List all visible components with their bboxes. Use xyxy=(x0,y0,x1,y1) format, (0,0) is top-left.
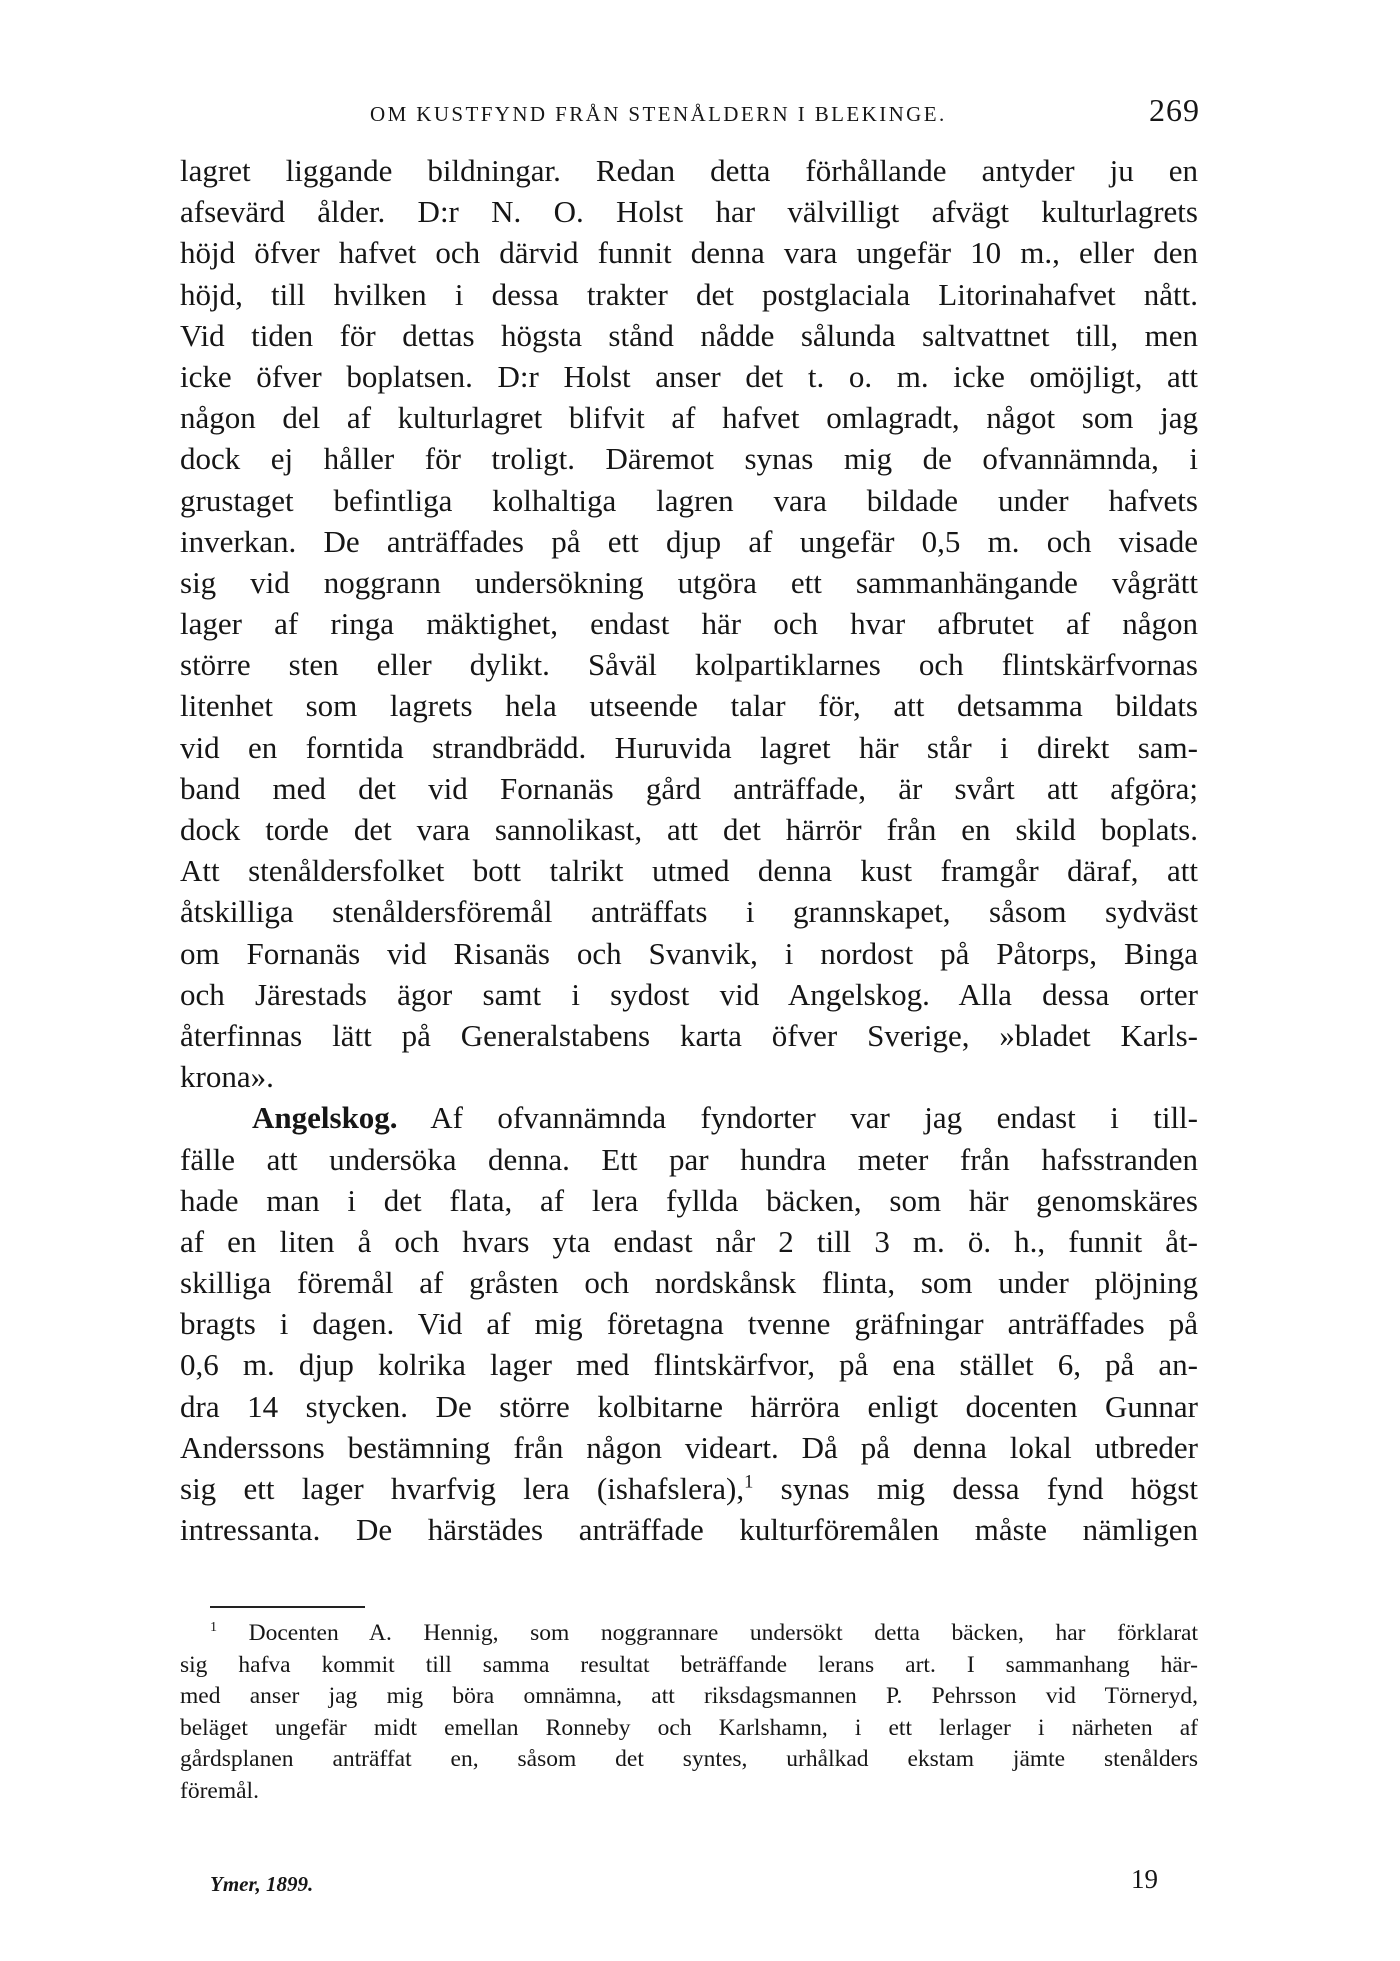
footnote-marker: 1 xyxy=(210,1619,218,1636)
footnote-line: beläget ungefär midt emellan Ronneby och Karlshamn, i ett lerlager i närheten af xyxy=(180,1714,1198,1741)
body-line: skilliga föremål af gråsten och nordskånsk flinta, som under plöjning xyxy=(180,1265,1198,1301)
signature-mark: 19 xyxy=(1131,1864,1158,1894)
body-line: afsevärd ålder. D:r N. O. Holst har välvilligt afvägt kulturlagrets xyxy=(180,194,1198,230)
body-line: inverkan. De anträffades på ett djup af ungefär 0,5 m. och visade xyxy=(180,523,1198,559)
body-line: någon del af kulturlagret blifvit af hafvet omlagradt, något som jag xyxy=(180,400,1198,436)
body-line: band med det vid Fornanäs gård anträffade, är svårt att afgöra; xyxy=(180,770,1198,806)
body-line: större sten eller dylikt. Såväl kolpartiklarnes och flintskärfvornas xyxy=(180,647,1198,683)
body-line: vid en forntida strandbrädd. Huruvida lagret här står i direkt sam- xyxy=(180,729,1198,765)
body-line: 0,6 m. djup kolrika lager med flintskärfvor, på ena stället 6, på an- xyxy=(180,1347,1198,1383)
body-line: bragts i dagen. Vid af mig företagna tvenne gräfningar anträffades på xyxy=(180,1306,1198,1342)
body-line: hade man i det flata, af lera fyllda bäcken, som här genomskäres xyxy=(180,1182,1198,1218)
body-line: höjd öfver hafvet och därvid funnit denna vara ungefär 10 m., eller den xyxy=(180,235,1198,271)
body-line-head: sig ett lager hvarfvig lera (ishafslera), xyxy=(180,1471,745,1506)
footnotes xyxy=(180,1618,1198,1807)
journal-imprint: Ymer, 1899. xyxy=(210,1872,314,1896)
body-line: fälle att undersöka denna. Ett par hundra meter från hafsstranden xyxy=(180,1141,1198,1177)
page-footer xyxy=(210,1864,1198,1904)
body-line: litenhet som lagrets hela utseende talar för, att detsamma bildats xyxy=(180,688,1198,724)
page-number: 269 xyxy=(1149,92,1200,128)
section-heading-continuation: Af ofvannämnda fyndorter var jag endast i till- xyxy=(430,1100,1198,1136)
body-line: lagret liggande bildningar. Redan detta förhållande antyder ju en xyxy=(180,153,1198,188)
body-line: af en liten å och hvars yta endast når 2 till 3 m. ö. h., funnit åt- xyxy=(180,1223,1198,1259)
section-heading-line xyxy=(180,1097,1198,1138)
footnote-text: Docenten A. Hennig, som noggrannare undersökt detta bäcken, har förklarat xyxy=(248,1620,1199,1646)
body-text xyxy=(180,150,1198,1550)
running-head xyxy=(180,92,1200,132)
body-line: Att stenåldersfolket bott talrikt utmed denna kust framgår däraf, att xyxy=(180,853,1198,889)
footnote-reference[interactable]: 1 xyxy=(744,1471,754,1493)
footnote-line: sig hafva kommit till samma resultat beträffande lerans art. I sammanhang här- xyxy=(180,1651,1198,1678)
footnote-divider xyxy=(210,1606,365,1608)
body-line: dock ej håller för troligt. Däremot synas mig de ofvannämnda, i xyxy=(180,441,1198,477)
body-line-with-footnote-ref xyxy=(180,1468,1198,1509)
body-line-tail: synas mig dessa fynd högst xyxy=(753,1471,1199,1506)
body-line: om Fornanäs vid Risanäs och Svanvik, i nordost på Påtorps, Binga xyxy=(180,935,1198,971)
footnote-line xyxy=(180,1618,1198,1650)
footnote-line: föremål. xyxy=(180,1777,259,1804)
footnote-line: med anser jag mig böra omnämna, att riksdagsmannen P. Pehrsson vid Törneryd, xyxy=(180,1683,1198,1709)
body-line: dra 14 stycken. De större kolbitarne härröra enligt docenten Gunnar xyxy=(180,1388,1198,1424)
body-line: krona». xyxy=(180,1059,274,1095)
body-line: höjd, till hvilken i dessa trakter det postglaciala Litorinahafvet nått. xyxy=(180,276,1198,312)
body-line: sig vid noggrann undersökning utgöra ett sammanhängande vågrätt xyxy=(180,564,1198,600)
section-heading: Angelskog. xyxy=(252,1100,398,1136)
body-line: dock torde det vara sannolikast, att det härrör från en skild boplats. xyxy=(180,812,1198,847)
footnote-line: gårdsplanen anträffat en, såsom det syntes, urhålkad ekstam jämte stenålders xyxy=(180,1746,1198,1772)
body-line: grustaget befintliga kolhaltiga lagren vara bildade under hafvets xyxy=(180,482,1198,518)
running-title: OM KUSTFYND FRÅN STENÅLDERN I BLEKINGE. xyxy=(370,102,947,126)
body-line: och Järestads ägor samt i sydost vid Angelskog. Alla dessa orter xyxy=(180,976,1198,1012)
body-line: återfinnas lätt på Generalstabens karta öfver Sverige, »bladet Karls- xyxy=(180,1017,1198,1053)
body-line: Anderssons bestämning från någon videart. Då på denna lokal utbreder xyxy=(180,1429,1198,1465)
body-line: lager af ringa mäktighet, endast här och hvar afbrutet af någon xyxy=(180,606,1198,642)
body-line: Vid tiden för dettas högsta stånd nådde sålunda saltvattnet till, men xyxy=(180,317,1198,353)
body-line: intressanta. De härstädes anträffade kulturföremålen måste nämligen xyxy=(180,1512,1198,1548)
body-line: icke öfver boplatsen. D:r Holst anser det t. o. m. icke omöjligt, att xyxy=(180,358,1198,394)
body-line: åtskilliga stenåldersföremål anträffats i grannskapet, såsom sydväst xyxy=(180,894,1198,930)
